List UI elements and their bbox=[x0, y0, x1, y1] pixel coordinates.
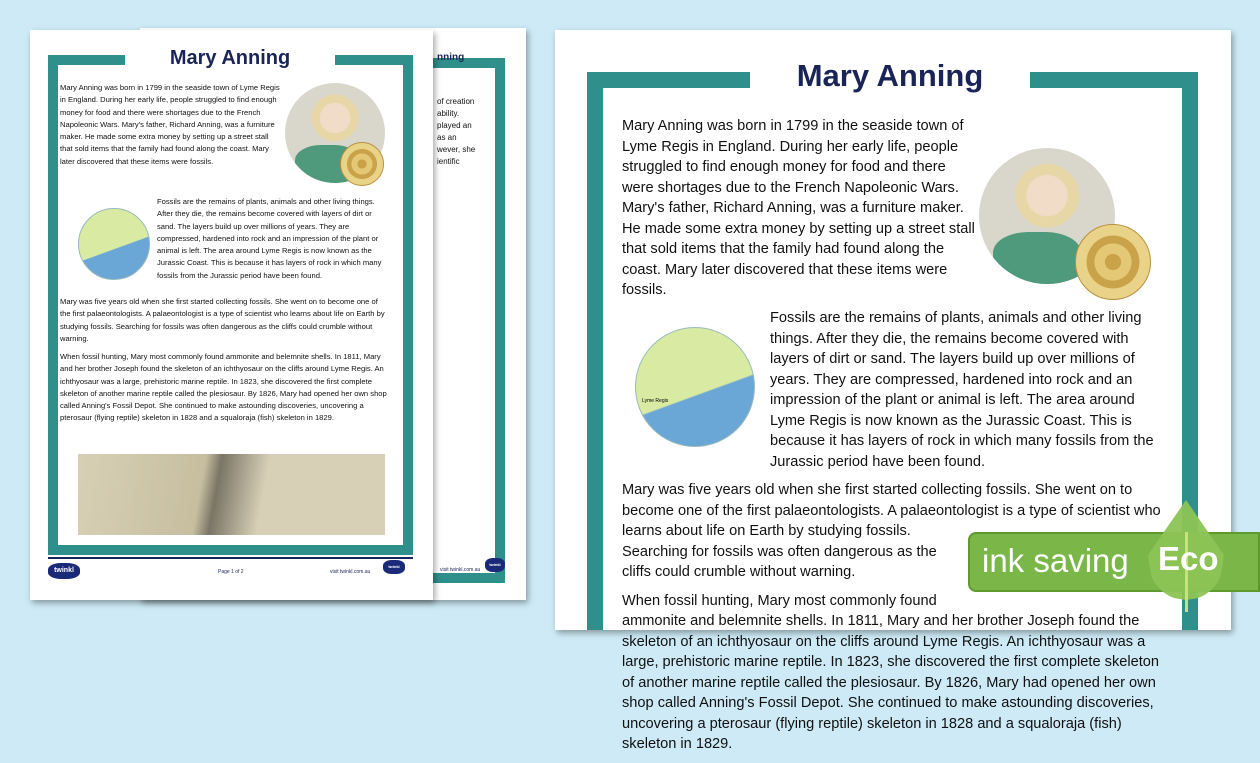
text-line: ability. bbox=[437, 109, 460, 118]
badge-logo: twinkl bbox=[485, 558, 505, 572]
footer-site: visit twinkl.com.au bbox=[440, 567, 481, 573]
text-line: played an bbox=[437, 121, 472, 130]
ammonite-fossil-image bbox=[340, 142, 384, 186]
twinkl-logo: twinkl bbox=[48, 563, 80, 579]
paragraph-3: Mary was five years old when she first started collecting fossils. She went on to become one of the first palaeontologists. A palaeontologist is a type of scientist who learns about life on Earth by studying fossils. Searching for fossils was often dangerous as the cliffs could crumble without warning. bbox=[60, 297, 385, 343]
page-title: Mary Anning bbox=[169, 47, 291, 69]
footer-site: visit twinkl.com.au bbox=[330, 569, 371, 575]
page2-title: nning bbox=[437, 52, 465, 63]
paragraph-2: Fossils are the remains of plants, animals and other living things. After they die, the remains become covered with layers of dirt or sand. The layers build up over millions of years. They are compressed, hardened into rock and an impression of the plant or animal is left. The area around Lyme Regis is now known as the Jurassic Coast. This is because it has layers of rock in which many fossils from the Jurassic period have been found. bbox=[770, 310, 1154, 470]
paragraph-3: Mary was five years old when she first started collecting fossils. She went on to become one of the first palaeontologists. A palaeontologist is a type of scientist who learns about life on Earth by studying fossils. Searching for fossils was often dangerous as the cliffs could crumble without warning. bbox=[622, 482, 1161, 580]
badge-logo: twinkl bbox=[383, 560, 405, 574]
page-title: Mary Anning bbox=[796, 58, 984, 93]
ink-saving-label: ink saving bbox=[982, 542, 1129, 579]
text-line: as an bbox=[437, 133, 457, 142]
lower-text-flow bbox=[622, 480, 1162, 763]
worksheet-page-1-thumbnail bbox=[30, 30, 433, 600]
page-number: Page 1 of 2 bbox=[218, 569, 244, 575]
text-line: wever, she bbox=[437, 145, 476, 154]
text-line: of creation bbox=[437, 97, 475, 106]
paragraph-4: When fossil hunting, Mary most commonly found ammonite and belemnite shells. In 1811, Mary and her brother Joseph found the skeleton of an ichthyosaur on the cliffs around Lyme Regis. An ichthyosaur was a large, prehistoric marine reptile. In 1823, she discovered the first complete skeleton of another marine reptile called the plesiosaur. By 1826, Mary had opened her own shop called Anning's Fossil Depot. She continued to make astounding discoveries, uncovering a pterosaur (flying reptile) skeleton in 1828 and a squaloraja (fish) skeleton in 1829. bbox=[622, 592, 1159, 752]
map-label: Lyme Regis bbox=[642, 398, 669, 404]
page2-text bbox=[437, 96, 497, 168]
paragraph-2: Fossils are the remains of plants, animals and other living things. After they die, the remains become covered with layers of dirt or sand. The layers build up over millions of years. They are compressed, hardened into rock and an impression of the plant or animal is left. The area around Lyme Regis is now known as the Jurassic Coast. This is because it has layers of rock in which many fossils from the Jurassic period have been found. bbox=[157, 197, 382, 280]
ichthyosaur-fossil-image bbox=[78, 454, 385, 535]
jurassic-coast-map bbox=[635, 327, 755, 447]
paragraph-1: Mary Anning was born in 1799 in the seaside town of Lyme Regis in England. During her early life, people struggled to find enough money for food and there were shortages due to the French Napoleonic Wars. Mary's father, Richard Anning, was a furniture maker. He made some extra money by setting up a street stall that sold items that the family had found along the coast. Mary later discovered that these items were fossils. bbox=[60, 83, 280, 166]
text-line: ientific bbox=[437, 157, 460, 166]
jurassic-coast-map bbox=[78, 208, 150, 280]
footer-divider bbox=[48, 557, 413, 559]
eco-label: Eco bbox=[1158, 540, 1219, 577]
paragraph-1: Mary Anning was born in 1799 in the seaside town of Lyme Regis in England. During her early life, people struggled to find enough money for food and there were shortages due to the French Napoleonic Wars. Mary's father, Richard Anning, was a furniture maker. He made some extra money by setting up a street stall that sold items that the family had found along the coast. Mary later discovered that these items were fossils. bbox=[622, 118, 975, 298]
ammonite-fossil-image bbox=[1075, 224, 1151, 300]
paragraph-4: When fossil hunting, Mary most commonly found ammonite and belemnite shells. In 1811, Mary and her brother Joseph found the skeleton of an ichthyosaur on the cliffs around Lyme Regis. An ichthyosaur was a large, prehistoric marine reptile. In 1823, she discovered the first complete skeleton of another marine reptile called the plesiosaur. By 1826, Mary had opened her own shop called Anning's Fossil Depot. She continued to make astounding discoveries, uncovering a pterosaur (flying reptile) skeleton in 1828 and a squaloraja (fish) skeleton in 1829. bbox=[60, 352, 387, 423]
